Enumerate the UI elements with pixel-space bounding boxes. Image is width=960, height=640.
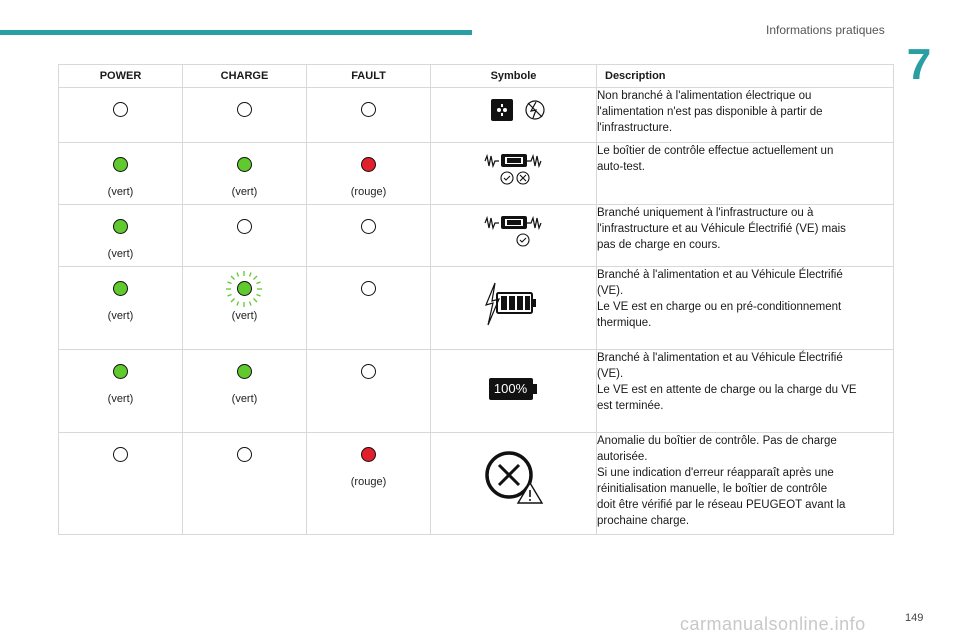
fault-cell (307, 350, 431, 433)
power-cell (59, 143, 183, 205)
power-led (113, 157, 128, 172)
description-line: Non branché à l'alimentation électrique ou (597, 90, 812, 102)
indicator-table (58, 64, 894, 535)
charge-led (237, 281, 252, 296)
table-row (59, 433, 894, 535)
description-line: Anomalie du boîtier de contrôle. Pas de charge (597, 435, 837, 447)
charge-cell (183, 350, 307, 433)
symbol-cell (431, 350, 597, 433)
description-line: doit être vérifié par le réseau PEUGEOT avant la (597, 499, 846, 511)
fault-led (361, 219, 376, 234)
power-cell (59, 267, 183, 350)
symbol-cell (431, 143, 597, 205)
description-line: Branché à l'alimentation et au Véhicule Électrifié (597, 269, 843, 281)
description-line: autorisée. (597, 451, 648, 463)
plug-no-power-icon (479, 96, 549, 126)
column-header-charge: CHARGE (183, 65, 307, 88)
description-line: pas de charge en cours. (597, 239, 721, 251)
description-line: Le boîtier de contrôle effectue actuellement un (597, 145, 834, 157)
led-label: (rouge) (350, 476, 387, 488)
description-line: (VE). (597, 285, 624, 297)
charge-led (237, 157, 252, 172)
led-label: (vert) (107, 248, 134, 260)
description-cell (597, 88, 894, 143)
charge-cell (183, 267, 307, 350)
fault-led (361, 102, 376, 117)
description-line: l'alimentation n'est pas disponible à partir de (597, 106, 823, 118)
description-line: réinitialisation manuelle, le boîtier de contrôle (597, 483, 828, 495)
battery-percent-label: 100% (493, 381, 528, 396)
watermark: carmanualsonline.info (680, 614, 866, 634)
battery-full-icon (489, 378, 539, 400)
column-header-fault: FAULT (307, 65, 431, 88)
table-row (59, 350, 894, 433)
led-label: (rouge) (350, 186, 387, 198)
fault-led (361, 447, 376, 462)
column-header-power: POWER (59, 65, 183, 88)
self-test-icon (479, 151, 549, 187)
led-label: (vert) (107, 186, 134, 198)
description-line: Branché uniquement à l'infrastructure ou à (597, 207, 814, 219)
charge-cell (183, 433, 307, 535)
description-line: (VE). (597, 368, 624, 380)
led-label: (vert) (231, 393, 258, 405)
fault-cell (307, 267, 431, 350)
led-label: (vert) (231, 186, 258, 198)
charge-cell (183, 143, 307, 205)
charge-cell (183, 88, 307, 143)
connected-icon (479, 213, 549, 249)
table-row (59, 205, 894, 267)
power-cell (59, 88, 183, 143)
fault-warning-icon (479, 445, 549, 509)
symbol-cell (431, 205, 597, 267)
column-header-description: Description (597, 65, 894, 88)
description-line: thermique. (597, 317, 652, 329)
power-cell (59, 205, 183, 267)
charge-led (237, 447, 252, 462)
power-cell (59, 433, 183, 535)
power-led (113, 447, 128, 462)
symbol-cell (431, 88, 597, 143)
description-cell (597, 433, 894, 535)
fault-led (361, 364, 376, 379)
fault-led (361, 157, 376, 172)
table-header-row (59, 65, 894, 88)
charge-led (237, 364, 252, 379)
description-line: prochaine charge. (597, 515, 690, 527)
led-label: (vert) (231, 310, 258, 322)
description-cell (597, 350, 894, 433)
fault-cell (307, 433, 431, 535)
led-label: (vert) (107, 393, 134, 405)
page-number: 149 (905, 612, 924, 624)
fault-cell (307, 205, 431, 267)
power-led (113, 281, 128, 296)
description-line: l'infrastructure. (597, 122, 673, 134)
description-line: Branché à l'alimentation et au Véhicule Électrifié (597, 352, 843, 364)
charge-led (237, 102, 252, 117)
power-cell (59, 350, 183, 433)
fault-led (361, 281, 376, 296)
header-accent-bar (0, 30, 472, 35)
description-line: est terminée. (597, 400, 664, 412)
description-line: auto-test. (597, 161, 645, 173)
description-line: l'infrastructure et au Véhicule Électrifié (VE) mais (597, 223, 846, 235)
chapter-number: 7 (906, 40, 932, 89)
charge-led (237, 219, 252, 234)
table-row (59, 88, 894, 143)
fault-cell (307, 143, 431, 205)
description-line: Si une indication d'erreur réapparaît après une (597, 467, 834, 479)
description-line: Le VE est en attente de charge ou la charge du VE (597, 384, 857, 396)
charging-battery-icon (479, 281, 549, 329)
description-line: Le VE est en charge ou en pré-conditionnement (597, 301, 842, 313)
table-row (59, 143, 894, 205)
power-led (113, 102, 128, 117)
description-cell (597, 143, 894, 205)
power-led (113, 364, 128, 379)
charge-cell (183, 205, 307, 267)
description-cell (597, 267, 894, 350)
section-title: Informations pratiques (766, 23, 885, 37)
power-led (113, 219, 128, 234)
fault-cell (307, 88, 431, 143)
column-header-symbol: Symbole (431, 65, 597, 88)
table-row (59, 267, 894, 350)
symbol-cell (431, 267, 597, 350)
symbol-cell (431, 433, 597, 535)
description-cell (597, 205, 894, 267)
led-label: (vert) (107, 310, 134, 322)
